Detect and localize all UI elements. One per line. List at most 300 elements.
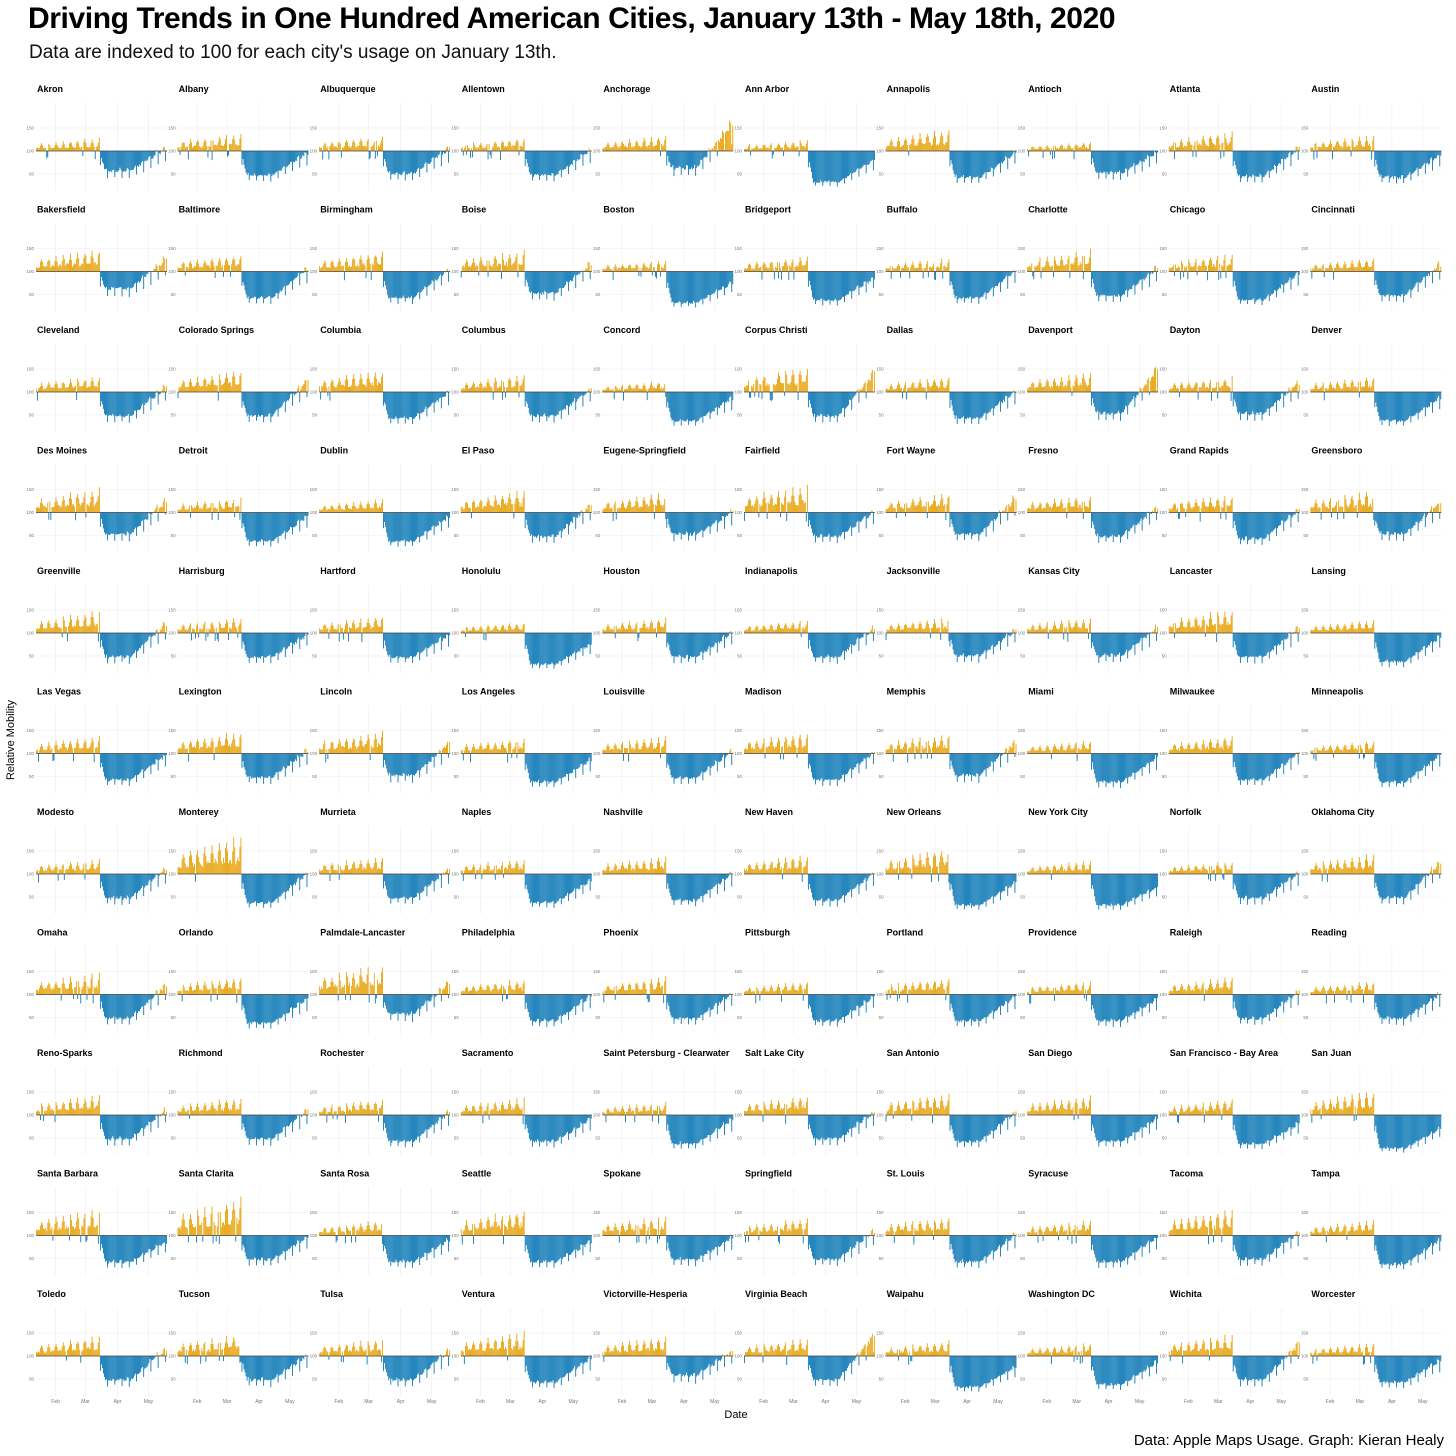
bar — [114, 272, 115, 296]
bar — [1103, 151, 1104, 173]
bar — [1333, 272, 1334, 280]
bar — [992, 151, 993, 168]
bar — [642, 507, 643, 512]
bar — [1409, 151, 1410, 172]
bar — [346, 503, 347, 512]
bar — [1171, 388, 1172, 392]
bar — [667, 392, 668, 402]
bar — [163, 256, 164, 271]
bar — [1220, 272, 1221, 279]
bar — [953, 272, 954, 290]
bar — [249, 272, 250, 303]
bar — [926, 264, 927, 272]
bar — [70, 379, 71, 392]
bar — [576, 513, 577, 518]
bar — [1284, 151, 1285, 159]
bar — [130, 513, 131, 535]
city-panel — [734, 84, 875, 191]
bar — [182, 264, 183, 272]
bar — [766, 386, 767, 392]
bar — [1077, 145, 1078, 151]
bar — [919, 139, 920, 151]
bar — [1075, 146, 1076, 151]
bar — [1358, 382, 1359, 392]
bar — [713, 392, 714, 411]
bar — [521, 146, 522, 151]
bar — [1049, 265, 1050, 271]
bar — [515, 498, 516, 512]
bar — [1240, 151, 1241, 182]
bar — [485, 506, 486, 513]
bar — [468, 389, 469, 392]
facet-panels — [26, 84, 1441, 1405]
bar — [981, 392, 982, 417]
bar — [80, 386, 81, 392]
bar — [382, 499, 383, 512]
bar — [640, 388, 641, 392]
bar — [848, 392, 849, 405]
bar — [550, 392, 551, 416]
bar — [91, 497, 92, 513]
bar — [972, 151, 973, 179]
bar — [1110, 272, 1111, 296]
bar — [205, 141, 206, 151]
bar — [214, 145, 215, 151]
bar — [1342, 147, 1343, 151]
city-panel — [1301, 205, 1442, 312]
bar — [634, 388, 635, 392]
bar — [779, 498, 780, 512]
bar — [789, 385, 790, 392]
bar — [191, 505, 192, 512]
bar — [322, 509, 323, 512]
bar — [183, 262, 184, 271]
bar — [257, 392, 258, 417]
bar — [1388, 272, 1389, 295]
bar — [233, 135, 234, 151]
bar — [784, 392, 785, 396]
bar — [994, 151, 995, 169]
bar — [837, 392, 838, 422]
bar — [1263, 392, 1264, 414]
bar — [1139, 151, 1140, 163]
bar — [800, 488, 801, 512]
bar — [123, 272, 124, 290]
bar — [129, 272, 130, 298]
panel-title: Colorado Springs — [178, 325, 255, 335]
bar — [1113, 272, 1114, 302]
bar — [661, 144, 662, 151]
bar — [200, 267, 201, 272]
bar — [283, 513, 284, 534]
bar — [771, 494, 772, 512]
bar — [1347, 147, 1348, 151]
bar — [573, 513, 574, 517]
y-tick-label: 150 — [451, 125, 459, 131]
bar — [349, 508, 350, 512]
bar — [1389, 151, 1390, 183]
bar — [253, 513, 254, 541]
bar — [1263, 151, 1264, 177]
bar — [80, 265, 81, 271]
bar — [254, 151, 255, 174]
bar — [65, 148, 66, 151]
bar — [1358, 262, 1359, 271]
bar — [144, 513, 145, 520]
bar — [236, 384, 237, 392]
bar — [1106, 392, 1107, 420]
bar — [759, 384, 760, 392]
bar — [1006, 151, 1007, 158]
bar — [1031, 263, 1032, 271]
bar — [557, 513, 558, 535]
bar — [978, 151, 979, 183]
bar — [1266, 392, 1267, 412]
bar — [1206, 266, 1207, 271]
bar — [716, 142, 717, 151]
bar — [1407, 272, 1408, 293]
bar — [230, 144, 231, 151]
bar — [1325, 269, 1326, 272]
bar — [71, 383, 72, 392]
bar — [1061, 377, 1062, 392]
bar — [470, 267, 471, 271]
bar — [68, 387, 69, 392]
bar — [1353, 382, 1354, 392]
bar — [475, 508, 476, 513]
bar — [808, 392, 809, 407]
bar — [363, 146, 364, 151]
bar — [1228, 145, 1229, 151]
bar — [243, 151, 244, 159]
bar — [715, 272, 716, 292]
bar — [89, 387, 90, 392]
bar — [307, 151, 308, 166]
bar — [995, 392, 996, 406]
bar — [663, 145, 664, 151]
bar — [196, 382, 197, 392]
bar — [920, 261, 921, 272]
bar — [708, 513, 709, 527]
bar — [574, 513, 575, 518]
bar — [201, 386, 202, 392]
bar — [381, 503, 382, 512]
bar — [117, 513, 118, 535]
bar — [435, 272, 436, 280]
bar — [636, 140, 637, 151]
bar — [1189, 263, 1190, 272]
bar — [1069, 380, 1070, 392]
bar — [946, 385, 947, 392]
bar — [494, 143, 495, 151]
bar — [1008, 392, 1009, 397]
bar — [568, 151, 569, 174]
bar — [1151, 151, 1152, 156]
bar — [1380, 151, 1381, 177]
bar — [719, 513, 720, 522]
bar — [990, 272, 991, 291]
bar — [812, 513, 813, 533]
bar — [985, 151, 986, 172]
bar — [863, 272, 864, 287]
bar — [1171, 267, 1172, 271]
bar — [351, 509, 352, 512]
bar — [162, 507, 163, 513]
bar — [178, 392, 179, 398]
bar — [183, 503, 184, 512]
bar — [1090, 142, 1091, 151]
bar — [1228, 386, 1229, 392]
bar — [540, 151, 541, 176]
bar — [660, 151, 661, 156]
bar — [418, 272, 419, 293]
bar — [635, 501, 636, 512]
bar — [225, 139, 226, 151]
bar — [1187, 385, 1188, 392]
bar — [430, 272, 431, 286]
bar — [957, 392, 958, 424]
bar — [633, 147, 634, 151]
bar — [473, 258, 474, 272]
panel-title: Boise — [461, 204, 487, 215]
bar — [253, 392, 254, 416]
bar — [553, 151, 554, 174]
bar — [562, 513, 563, 532]
bar — [285, 392, 286, 412]
bar — [1336, 142, 1337, 151]
bar — [1323, 383, 1324, 392]
bar — [1318, 147, 1319, 151]
bar — [772, 151, 773, 159]
bar — [558, 151, 559, 174]
bar — [481, 384, 482, 392]
bar — [350, 387, 351, 392]
bar — [504, 387, 505, 392]
bar — [242, 392, 243, 408]
bar — [706, 272, 707, 298]
bar — [74, 148, 75, 151]
bar — [246, 272, 247, 295]
bar — [1405, 151, 1406, 178]
bar — [1353, 264, 1354, 272]
bar — [934, 272, 935, 280]
bar — [261, 513, 262, 539]
bar — [40, 503, 41, 513]
bar — [289, 513, 290, 530]
bar — [160, 151, 161, 154]
bar — [163, 502, 164, 513]
city-panel — [451, 205, 592, 312]
bar — [529, 392, 530, 414]
bar — [1295, 385, 1296, 392]
bar — [254, 513, 255, 541]
bar — [73, 265, 74, 271]
bar — [337, 510, 338, 513]
bar — [732, 392, 733, 400]
bar — [682, 272, 683, 304]
bar — [501, 499, 502, 512]
bar — [778, 272, 779, 279]
bar — [1033, 147, 1034, 151]
bar — [731, 144, 732, 151]
bar — [892, 266, 893, 271]
bar — [292, 272, 293, 290]
bar — [691, 392, 692, 422]
bar — [199, 386, 200, 392]
bar — [200, 387, 201, 392]
bar — [285, 272, 286, 296]
bar — [1154, 368, 1155, 392]
bar — [130, 151, 131, 170]
bar — [112, 392, 113, 414]
bar — [831, 392, 832, 417]
bar — [583, 151, 584, 166]
bar — [689, 151, 690, 169]
bar — [253, 151, 254, 176]
y-tick-label: 50 — [595, 292, 601, 297]
bar — [244, 272, 245, 286]
bar — [784, 145, 785, 151]
bar — [277, 272, 278, 294]
bar — [1396, 392, 1397, 424]
bar — [275, 513, 276, 539]
bar — [535, 272, 536, 294]
bar — [1130, 272, 1131, 290]
bar — [1062, 382, 1063, 392]
bar — [355, 386, 356, 392]
bar — [270, 151, 271, 182]
bar — [462, 389, 463, 392]
bar — [250, 513, 251, 542]
y-tick-label: 50 — [1020, 412, 1026, 418]
bar — [678, 151, 679, 168]
bar — [567, 151, 568, 166]
bar — [409, 513, 410, 543]
bar — [383, 513, 384, 529]
bar — [90, 264, 91, 272]
bar — [250, 151, 251, 175]
bar — [1215, 267, 1216, 271]
bar — [395, 392, 396, 418]
bar — [696, 513, 697, 535]
bar — [236, 507, 237, 513]
bar — [977, 392, 978, 418]
bar — [346, 140, 347, 151]
bar — [997, 151, 998, 165]
bar — [1356, 145, 1357, 151]
bar — [486, 507, 487, 513]
bar — [210, 147, 211, 151]
bar — [1417, 272, 1418, 282]
y-tick-label: 150 — [1017, 125, 1026, 131]
bar — [545, 151, 546, 175]
bar — [234, 513, 235, 518]
bar — [1034, 266, 1035, 271]
bar — [63, 496, 64, 513]
bar — [103, 392, 104, 409]
bar — [773, 151, 774, 155]
bar — [308, 380, 309, 392]
bar — [1227, 386, 1228, 392]
bar — [720, 392, 721, 406]
bar — [618, 148, 619, 151]
bar — [398, 513, 399, 547]
bar — [994, 392, 995, 408]
bar — [808, 272, 809, 287]
bar — [1030, 267, 1031, 272]
bar — [868, 272, 869, 284]
bar — [1269, 272, 1270, 302]
bar — [40, 145, 41, 151]
bar — [425, 272, 426, 288]
bar — [963, 272, 964, 298]
bar — [437, 392, 438, 400]
bar — [554, 513, 555, 543]
bar — [467, 262, 468, 272]
bar — [322, 266, 323, 271]
bar — [1147, 380, 1148, 392]
bar — [73, 504, 74, 512]
bar — [421, 392, 422, 413]
bar — [552, 151, 553, 173]
bar — [276, 272, 277, 294]
bar — [399, 272, 400, 299]
bar — [155, 510, 156, 513]
bar — [496, 259, 497, 271]
bar — [897, 266, 898, 272]
bar — [1202, 139, 1203, 151]
bar — [221, 145, 222, 151]
bar — [338, 382, 339, 392]
bar — [659, 264, 660, 271]
bar — [105, 151, 106, 169]
bar — [940, 136, 941, 151]
bar — [721, 513, 722, 521]
bar — [1389, 392, 1390, 426]
bar — [928, 272, 929, 278]
bar — [189, 382, 190, 392]
bar — [146, 392, 147, 403]
bar — [640, 268, 641, 271]
bar — [726, 513, 727, 516]
bar — [1392, 392, 1393, 420]
panel-title: Atlanta — [1169, 84, 1201, 94]
bar — [556, 513, 557, 537]
bar — [155, 392, 156, 397]
bar — [1330, 140, 1331, 151]
bar — [428, 392, 429, 408]
bar — [847, 272, 848, 295]
bar — [607, 145, 608, 151]
bar — [323, 145, 324, 151]
bar — [555, 151, 556, 176]
bar — [364, 384, 365, 392]
bar — [1146, 151, 1147, 160]
bar — [476, 265, 477, 272]
bar — [327, 392, 328, 396]
bar — [642, 146, 643, 151]
bar — [389, 513, 390, 541]
bar — [330, 392, 331, 401]
bar — [91, 143, 92, 151]
bar — [126, 272, 127, 291]
bar — [216, 145, 217, 151]
bar — [936, 267, 937, 271]
bar — [526, 513, 527, 520]
bar — [1369, 143, 1370, 151]
bar — [512, 264, 513, 272]
bar — [1095, 151, 1096, 171]
